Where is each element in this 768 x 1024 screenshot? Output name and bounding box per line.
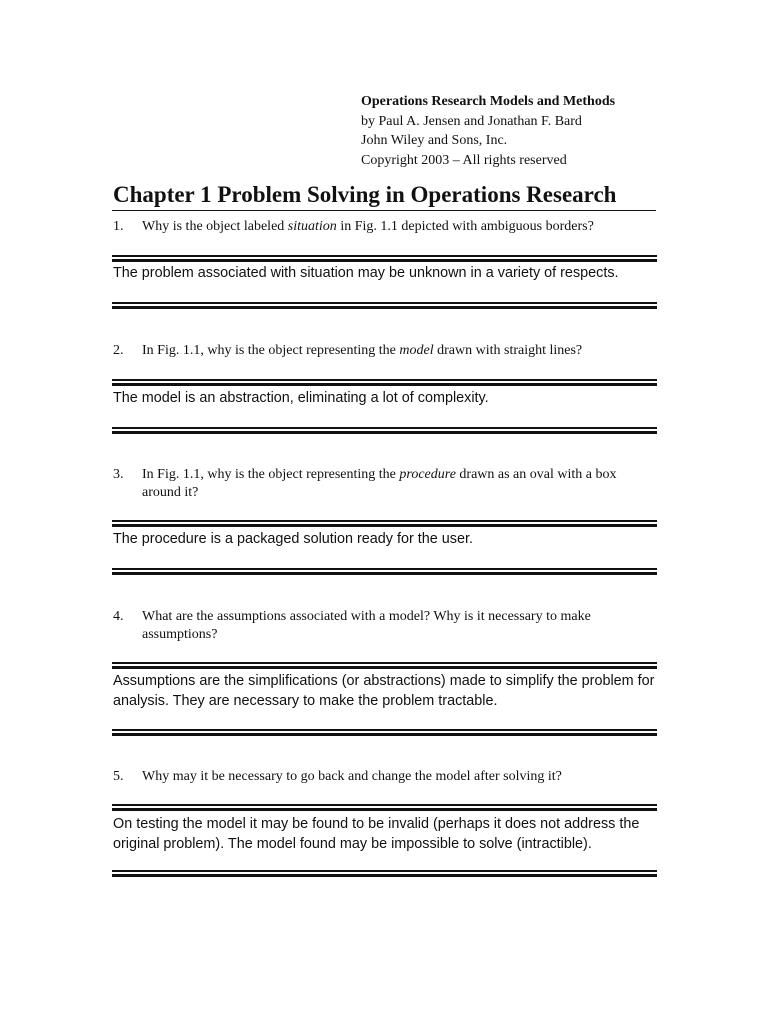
question-emphasis: procedure — [399, 467, 456, 482]
answer-3-bottom-rule — [112, 568, 657, 575]
question-text: Why may it be necessary to go back and change the model after solving it? — [142, 769, 562, 784]
book-publisher: John Wiley and Sons, Inc. — [361, 133, 508, 148]
answer-2-bottom-rule — [112, 427, 657, 434]
question-number: 3. — [113, 467, 124, 482]
book-authors: by Paul A. Jensen and Jonathan F. Bard — [361, 113, 582, 129]
question-5 — [113, 768, 658, 786]
question-number: 4. — [113, 609, 124, 624]
question-text: Why is the object labeled situation in Fig. 1.1 depicted with ambiguous borders? — [142, 219, 594, 234]
answer-2-top-rule — [112, 379, 657, 386]
question-emphasis: situation — [287, 219, 337, 234]
answer-4-top-rule — [112, 662, 657, 669]
answer-3: The procedure is a packaged solution ready for the user. — [113, 531, 473, 547]
question-number: 5. — [113, 769, 124, 784]
question-number: 1. — [113, 219, 124, 234]
question-text: What are the assumptions associated with a model? Why is it necessary to make assumptions? — [142, 609, 591, 642]
answer-5-bottom-rule — [112, 870, 657, 877]
answer-2: The model is an abstraction, eliminating a lot of complexity. — [113, 390, 489, 406]
answer-1-top-rule — [112, 255, 657, 262]
book-header — [361, 92, 741, 170]
question-3 — [113, 466, 658, 502]
chapter-title: Chapter 1 Problem Solving in Operations Research — [113, 182, 617, 207]
question-emphasis: model — [399, 343, 434, 358]
answer-1-bottom-rule — [112, 302, 657, 309]
question-text: In Fig. 1.1, why is the object representing the model drawn with straight lines? — [142, 343, 583, 358]
answer-4-bottom-rule — [112, 729, 657, 736]
chapter-title-rule — [112, 210, 656, 211]
question-text: In Fig. 1.1, why is the object representing the procedure drawn as an oval with a box around it? — [142, 467, 617, 500]
answer-5-top-rule — [112, 804, 657, 811]
question-2 — [113, 342, 658, 360]
book-title: Operations Research Models and Methods — [361, 94, 616, 109]
answer-4: Assumptions are the simplifications (or abstractions) made to simplify the problem for analysis. They are necessary to make the problem tractable. — [113, 673, 655, 709]
book-copyright: Copyright 2003 – All rights reserved — [361, 152, 567, 168]
answer-5: On testing the model it may be found to be invalid (perhaps it does not address the original problem). The model found may be impossible to solve (intractible). — [113, 816, 640, 852]
answer-1: The problem associated with situation may be unknown in a variety of respects. — [113, 265, 619, 281]
question-number: 2. — [113, 343, 124, 358]
question-1 — [113, 218, 658, 236]
answer-3-top-rule — [112, 520, 657, 527]
question-4 — [113, 608, 658, 644]
